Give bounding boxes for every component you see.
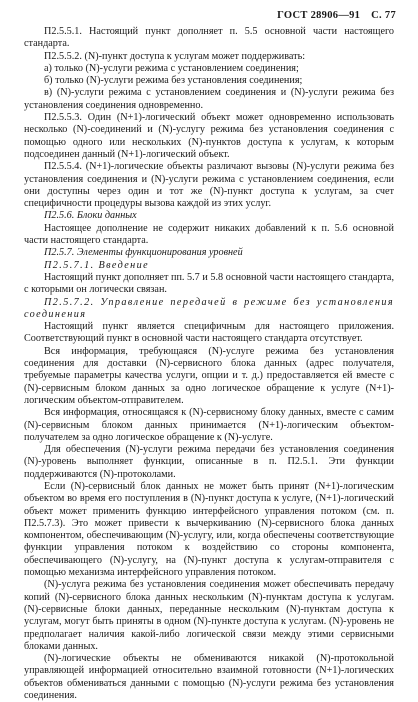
paragraph: (N)-услуга режима без установления соединения может обеспечивать передачу копий (N)-сервисного блока данных нескольким (N)-пунктам доступа к услугам. (N)-сервисные блоки данных, переданные нескольким (N)-пунктам доступа к услугам, могут быть приняты в одном (N)-пункте доступа к услугам. (N)-уровень не предполагает наличия какой-либо логической связи между этими сервисными блоками данных.	[24, 579, 394, 652]
document-body	[24, 26, 394, 702]
paragraph: Для обеспечения (N)-услуги режима передачи без установления соединения (N)-уровень выполняет функции, описанные в п. П2.5.1. Эти функции поддерживаются (N)-протоколами.	[24, 444, 394, 480]
paragraph: П2.5.5.1. Настоящий пункт дополняет п. 5.5 основной части настоящего стандарта.	[24, 26, 394, 50]
paragraph: П2.5.5.4. (N+1)-логические объекты различают вызовы (N)-услуги режима без установления соединения и (N)-услуги режима с установлением соединения, если они доступны через один и тот же (N)-пункт доступа к услугам, за счет специфичности процедуры вызова каждой из этих услуг.	[24, 161, 394, 210]
paragraph: П2.5.7.1. Введение	[44, 259, 150, 271]
paragraph: в) (N)-услуги режима с установлением соединения и (N)-услуги режима без установления соединения одновременно.	[24, 87, 394, 111]
paragraph: Настоящий пункт дополняет пп. 5.7 и 5.8 основной части настоящего стандарта, с которыми он логически связан.	[24, 271, 394, 296]
paragraph: П2.5.7.2. Управление передачей в режиме без установления соединения	[24, 296, 394, 320]
page-header	[269, 10, 396, 22]
paragraph: Вся информация, требующаяся (N)-услуге режима без установления соединения для доставки (N)-сервисного блока данных (адрес получателя, требуемые параметры качества услуги, опции и т. д.) предоставляется ей вместе с (N)-сервисным блоком данных за одно логическое обращение к услуге (N+1)-логическим объектом-отправителем.	[24, 345, 394, 406]
paragraph: Вся информация, относящаяся к (N)-сервисному блоку данных, вместе с самим (N)-сервисным блоком данных принимается (N+1)-логическим объектом-получателем за одно логическое обращение к (N)-услуге.	[24, 407, 394, 443]
paragraph: Настоящий пункт является специфичным для настоящего приложения. Соответствующий пункт в основной части настоящего стандарта отсутствует.	[24, 321, 394, 345]
paragraph: П2.5.5.3. Один (N+1)-логический объект может одновременно использовать несколько (N)-соединений и (N)-услугу режима без установления соединения с помощью одного или нескольких (N)-пунктов доступа к услугам, к которым подсоединен данный (N+1)-логический объект.	[24, 112, 394, 160]
paragraph: Настоящее дополнение не содержит никаких добавлений к п. 5.6 основной части настоящего стандарта.	[24, 222, 394, 247]
paragraph: П2.5.6. Блоки данных	[44, 210, 137, 222]
paragraph: б) только (N)-услуги режима без установления соединения;	[44, 75, 303, 87]
paragraph: П2.5.7. Элементы функционирования уровней	[44, 247, 243, 259]
standard-number: ГОСТ 28906—91	[277, 10, 361, 21]
paragraph: (N)-логические объекты не обмениваются никакой (N)-протокольной управляющей информацией относительно взаимной готовности (N+1)-логических объектов обмениваться данными с помощью (N)-услуги режима без установления соединения.	[24, 653, 394, 702]
paragraph: а) только (N)-услуги режима с установлением соединения;	[44, 62, 299, 74]
paragraph: П2.5.5.2. (N)-пункт доступа к услугам может поддерживать:	[44, 50, 306, 62]
paragraph: Если (N)-сервисный блок данных не может быть принят (N+1)-логическим объектом во время его поступления в (N)-пункт доступа к услуге, (N+1)-логический объект может применить функцию интерфейсного управления потоком (см. п. П2.5.7.3). Это может привести к вычеркиванию (N)-сервисного блока данных компонентом, обеспечивающим (N)-услугу, или, когда обеспечены соответствующие функции управления потоком к воздействию со стороны компонента, обеспечивающего (N)-услугу, на (N)-пункт доступа к услугам-отправителя с помощью механизма интерфейсного управления потоком.	[24, 480, 394, 579]
page-number: С. 77	[371, 10, 396, 21]
